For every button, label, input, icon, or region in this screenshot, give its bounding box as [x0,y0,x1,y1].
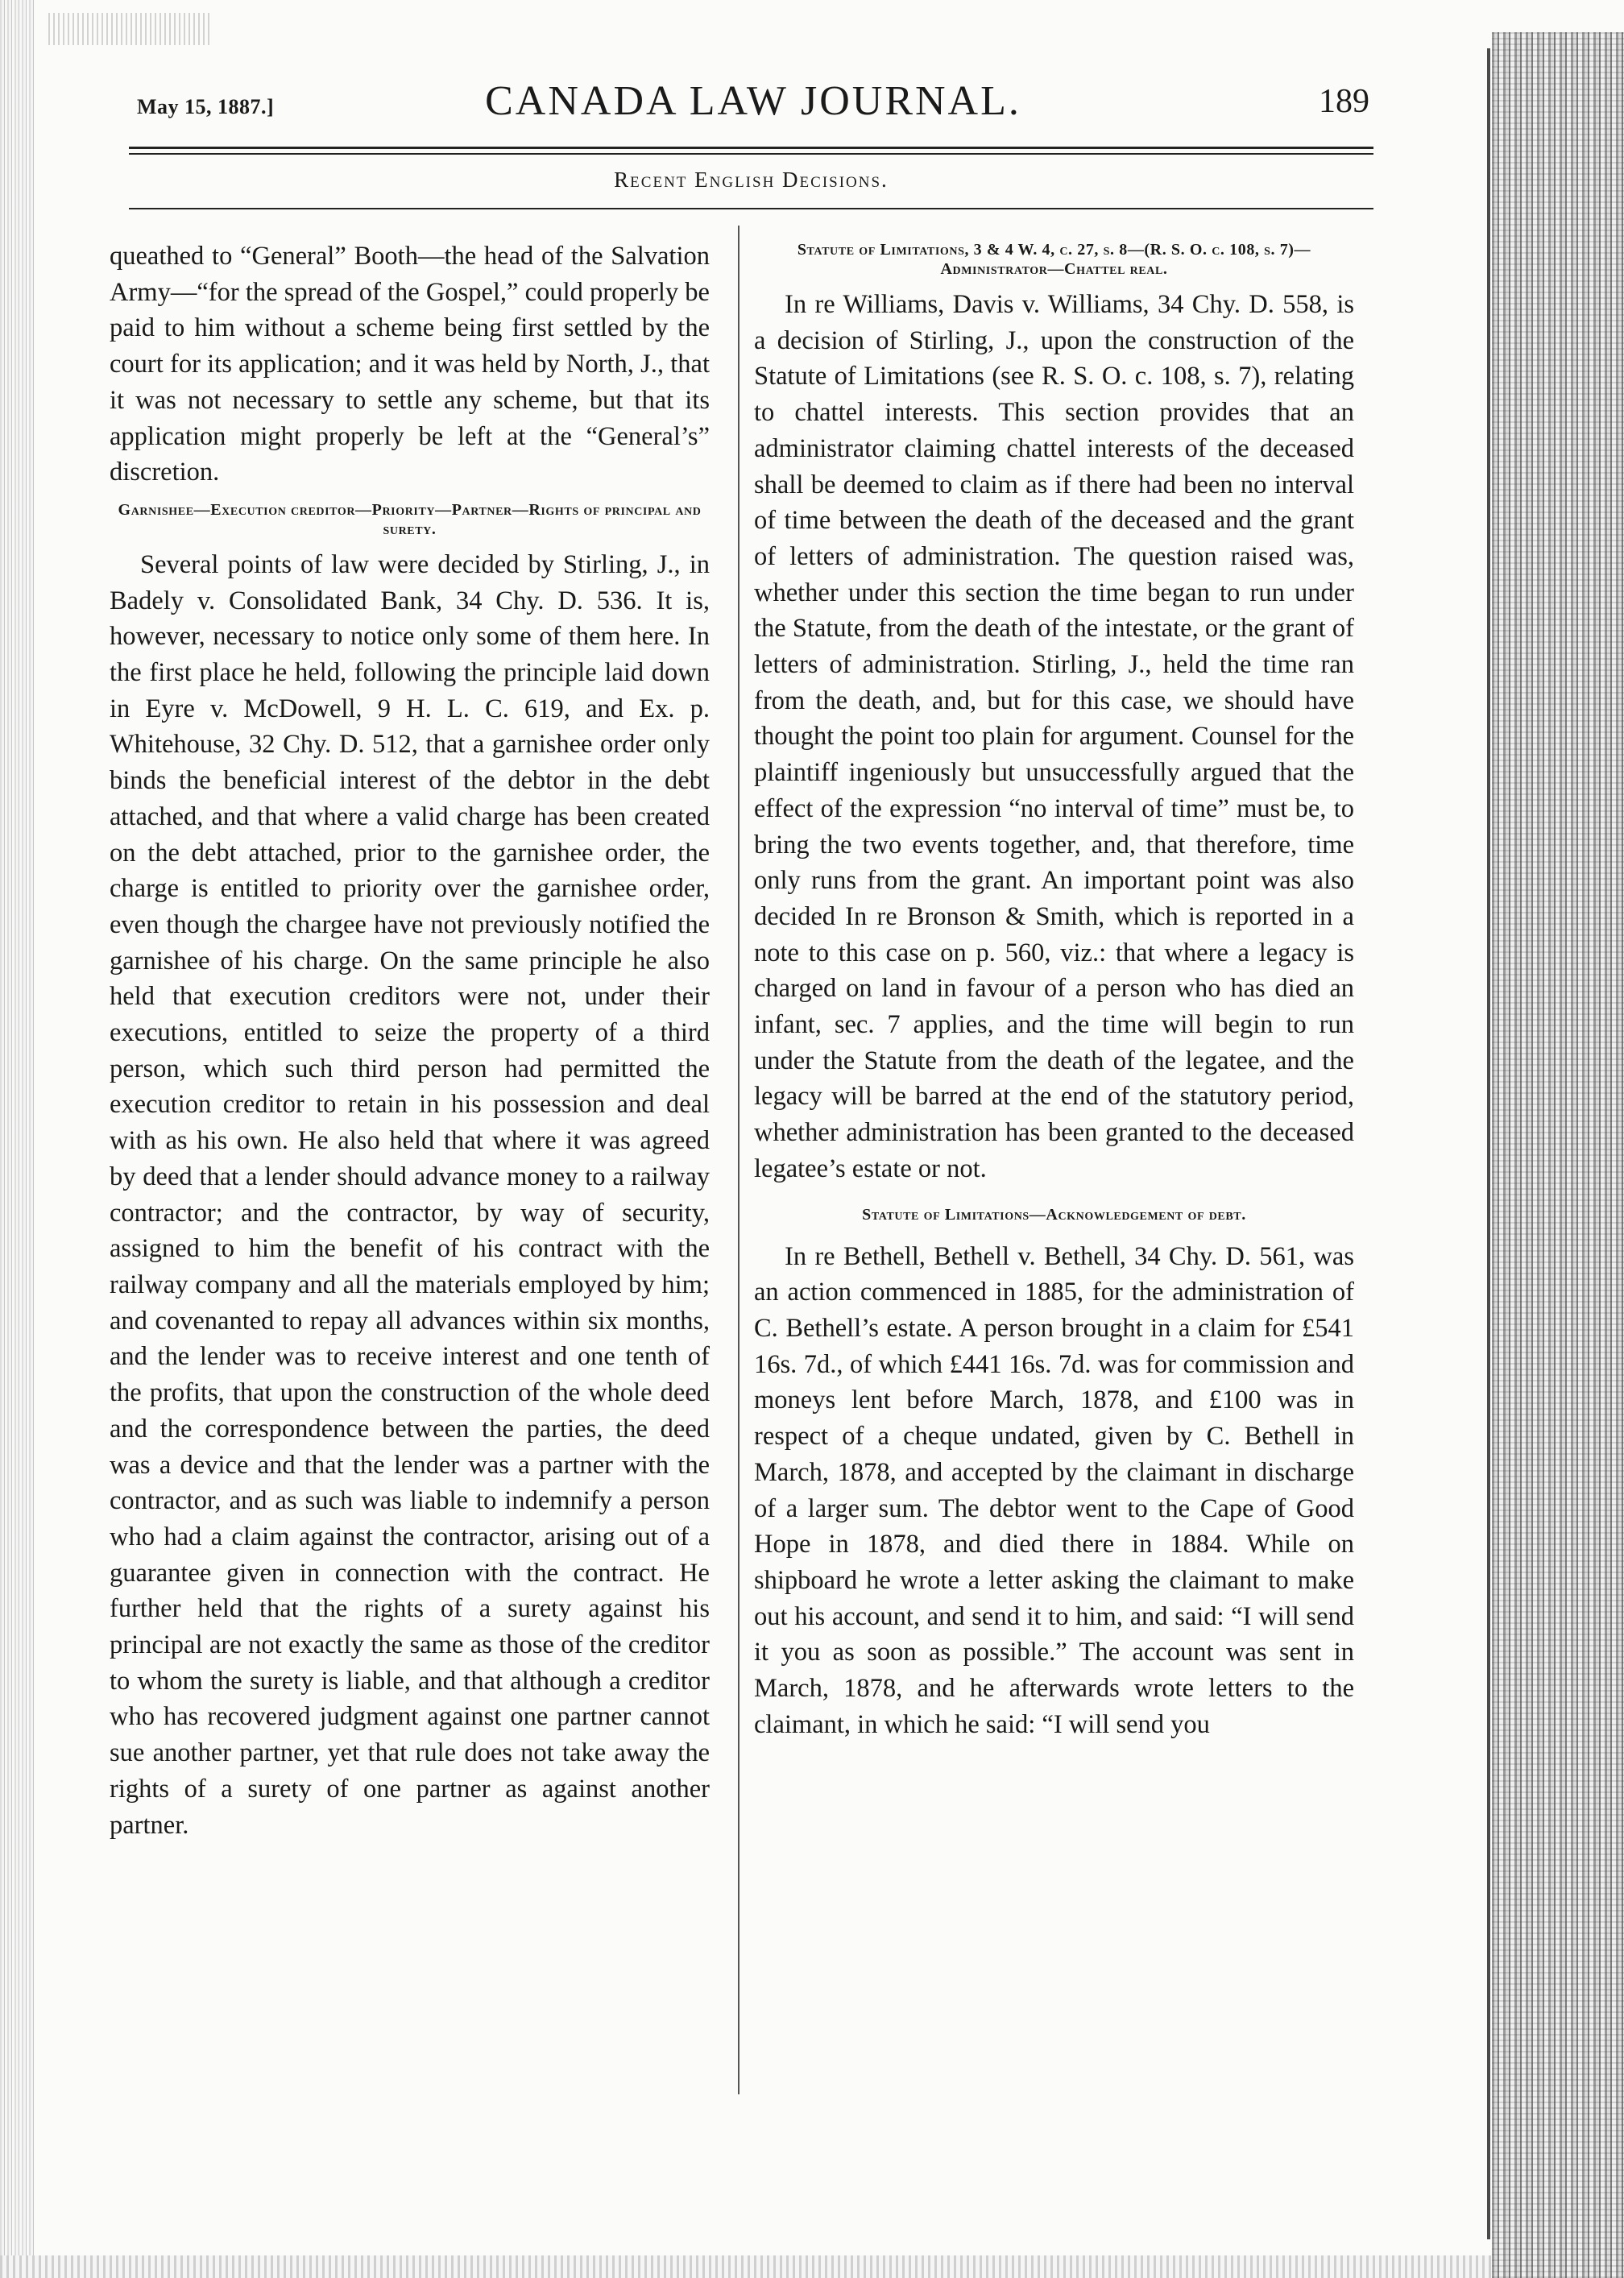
paragraph-booth-continued: queathed to “General” Booth—the head of the Salvation Army—“for the spread of the Gospel,” could properly be paid to him without a scheme being first settled by the court for its application; and it was held by North, J., that it was not necessary to settle any scheme, but that its application might properly be left at the “General’s” discretion. [110,242,710,487]
left-page-edge [0,0,34,2278]
header-rule [129,147,1373,149]
case-heading-statute-limitations: Statute of Limitations, 3 & 4 W. 4, c. 27, s. 8—(R. S. O. c. 108, s. 7)—Administrator—Chattel real. [797,241,1311,278]
case-heading-acknowledgement: Statute of Limitations—Acknowledgement of debt. [862,1205,1246,1224]
paragraph-williams: In re Williams, Davis v. Williams, 34 Chy. D. 558, is a decision of Stirling, J., upon the construction of the Statute of Limitations (see R. S. O. c. 108, s. 7), relating to chattel interests. This section provides that an administrator claiming chattel interests of the deceased shall be deemed to claim as if there had been no interval of time between the death of the deceased and the grant of letters of administration. The question raised was, whether under this section the time began to run under the Statute, from the death of the intestate, or the grant of letters of administration. Stirling, J., held the time ran from the death, and, but for this case, we should have thought the point too plain for argument. Counsel for the plaintiff ingeniously but unsuccessfully argued that the effect of the expression “no interval of time” must be, to bring the two events together, and, that therefore, time only runs from the grant. An important point was also decided In re Bronson & Smith, which is reported in a note to this case on p. 560, viz.: that where a legacy is charged on land in favour of a person who has died an infant, sec. 7 applies, and the time will begin to run under the Statute from the death of the legatee, and the legacy will be barred at the end of the statutory period, whether administration has been granted to the deceased legatee’s estate or not. [754,290,1354,1183]
section-title: Recent English Decisions. [614,168,889,192]
paragraph-bethell: In re Bethell, Bethell v. Bethell, 34 Chy. D. 561, was an action commenced in 1885, for the administration of C. Bethell’s estate. A person brought in a claim for £541 16s. 7d., of which £441 16s. 7d. was for commission and moneys lent before March, 1878, and £100 was in respect of a cheque undated, given by C. Bethell in March, 1878, and accepted by the claimant in discharge of a larger sum. The debtor went to the Cape of Good Hope in 1878, and died there in 1884. While on shipboard he wrote a letter asking the claimant to make out his account, and send it to him, and said: “I will send it you as soon as possible.” The account was sent in March, 1878, and he afterwards wrote letters to the claimant, in which he said: “I will send you [754,1241,1354,1739]
library-stamp-mark [48,13,209,45]
page-number: 189 [1319,83,1369,120]
header-rule-double [129,153,1373,155]
running-head [137,77,1369,134]
right-page-edge [1492,32,1624,2278]
bottom-page-edge [0,2255,1492,2278]
section-rule [129,208,1373,209]
column-divider [738,226,740,2094]
left-column [110,238,710,1843]
case-heading-garnishee: Garnishee—Execution creditor—Priority—Partner—Rights of principal and surety. [118,500,702,538]
right-column [754,238,1354,1742]
paragraph-badely: Several points of law were decided by Stirling, J., in Badely v. Consolidated Bank, 34 Chy. D. 536. It is, however, necessary to notice only some of them here. In the first place he held, following the principle laid down in Eyre v. McDowell, 9 H. L. C. 619, and Ex. p. Whitehouse, 32 Chy. D. 512, that a garnishee order only binds the beneficial interest of the debtor in the debt attached, and that where a valid charge has been created on the debt attached, prior to the garnishee order, the charge is entitled to priority over the garnishee order, even though the chargee have not previously notified the garnishee of his charge. On the same principle he also held that execution creditors were not, under their executions, entitled to seize the property of a third person, which such third person had permitted the execution creditor to retain in his possession and deal with as his own. He also held that where it was agreed by deed that a lender should advance money to a railway contractor; and the contractor, by way of security, assigned to him the benefit of his contract with the railway company and all the materials employed by him; and covenanted to repay all advances within six months, and the lender was to receive interest and one tenth of the profits, that upon the construction of the whole deed and the correspondence between the parties, the deed was a device and that the lender was a partner with the contractor, and as such was liable to indemnify a person who had a claim against the contractor, arising out of a guarantee given in connection with the contract. He further held that the rights of a surety against his principal are not exactly the same as those of the creditor to whom the surety is liable, and that although a creditor who has recovered judgment against one partner cannot sue another partner, yet that rule does not take away the rights of a surety of one partner as against another partner. [110,549,710,1840]
page-edge-rule [1487,48,1490,2239]
journal-title: CANADA LAW JOURNAL. [485,78,1021,124]
issue-date: May 15, 1887.] [137,95,275,118]
